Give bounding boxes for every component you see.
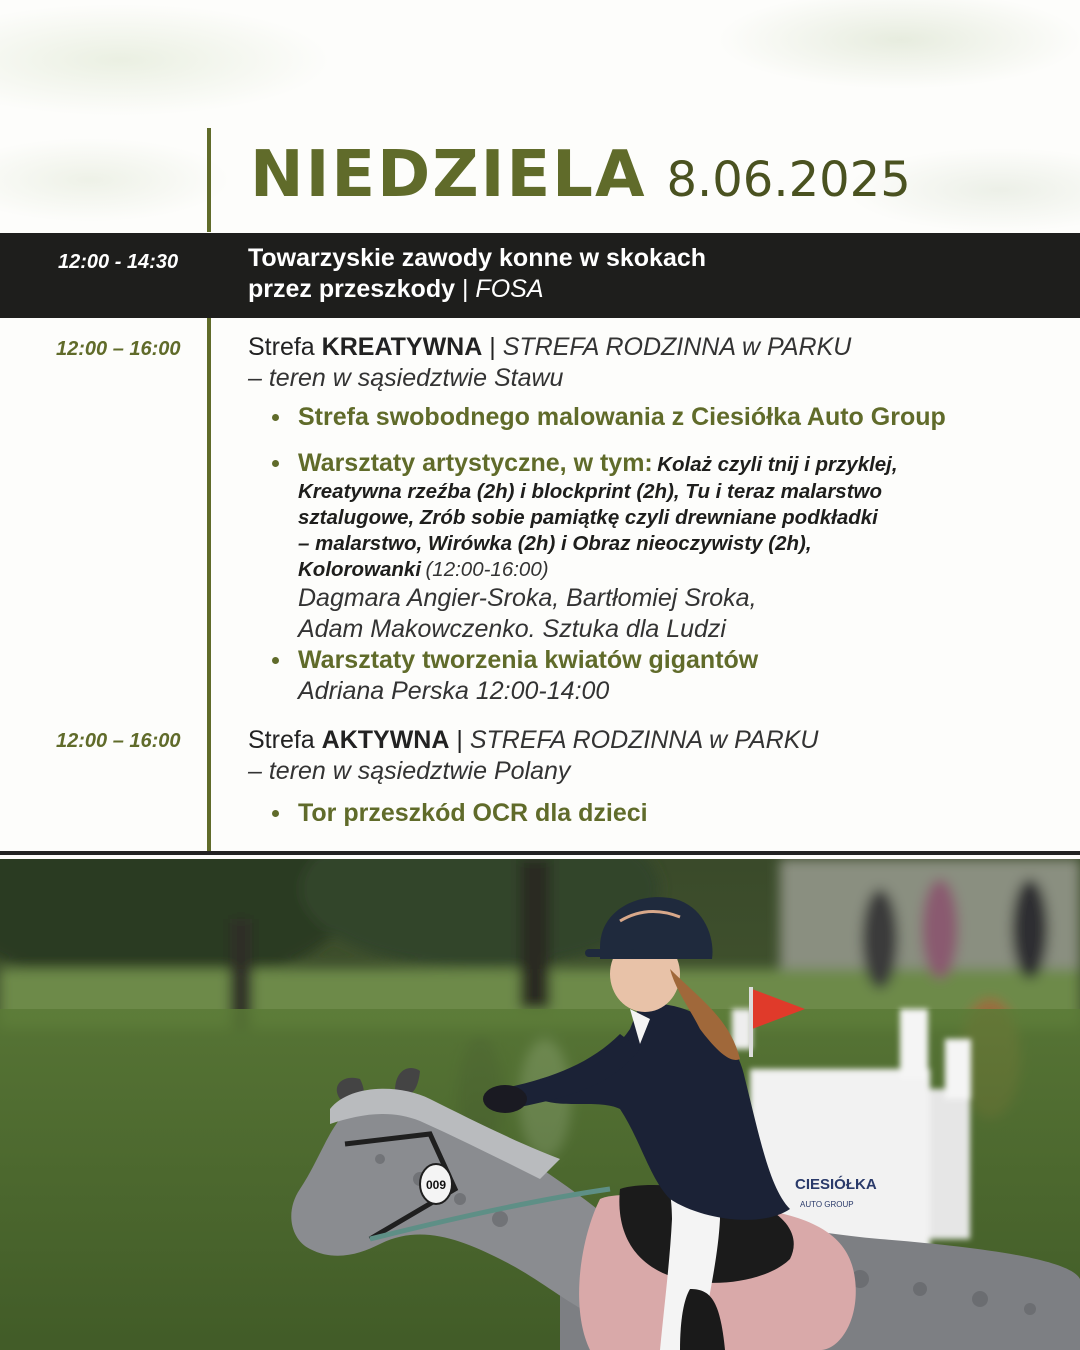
date-label: 8.06.2025 xyxy=(666,152,911,208)
highlight-time: 12:00 - 14:30 xyxy=(58,251,179,273)
bullet-dot xyxy=(272,460,279,467)
list-item xyxy=(272,448,1032,645)
bullet-dot xyxy=(272,414,279,421)
item-person: Adriana Perska 12:00-14:00 xyxy=(298,677,610,705)
item-inline: Kolaż czyli tnij i przyklej, xyxy=(657,453,898,476)
highlight-separator: | xyxy=(461,275,469,303)
highlight-title xyxy=(248,243,706,305)
item-title: Warsztaty artystyczne, w tym: xyxy=(298,449,653,477)
highlight-title-line2: przez przeszkody xyxy=(248,275,456,303)
block-heading xyxy=(248,332,1048,394)
zone-area: STREFA RODZINNA w PARKU xyxy=(502,333,852,361)
horse-rider-illustration xyxy=(0,859,1080,1350)
bib-number: 009 xyxy=(426,1178,447,1192)
page-title xyxy=(250,138,911,212)
bullet-dot xyxy=(272,657,279,664)
highlight-location: FOSA xyxy=(475,275,544,303)
highlight-bar xyxy=(0,233,1080,318)
zone-sub: – teren w sąsiedztwie Stawu xyxy=(248,364,564,392)
item-title: Tor przeszkód OCR dla dzieci xyxy=(298,799,648,827)
zone-prefix: Strefa xyxy=(248,333,315,361)
block-time: 12:00 – 16:00 xyxy=(56,338,181,360)
item-detail: Kolorowanki xyxy=(298,558,422,581)
zone-prefix: Strefa xyxy=(248,726,315,754)
item-people: Adam Makowczenko. Sztuka dla Ludzi xyxy=(298,615,726,643)
item-detail: Kreatywna rzeźba (2h) i blockprint (2h), Tu i teraz malarstwo xyxy=(298,480,882,503)
item-detail: – malarstwo, Wirówka (2h) i Obraz nieoczywisty (2h), xyxy=(298,532,812,555)
zone-separator: | xyxy=(489,333,496,361)
highlight-title-line1: Towarzyskie zawody konne w skokach xyxy=(248,244,707,272)
zone-name: KREATYWNA xyxy=(321,333,483,361)
day-label: NIEDZIELA xyxy=(250,138,647,212)
list-item xyxy=(272,402,1032,433)
block-time: 12:00 – 16:00 xyxy=(56,730,181,752)
event-photo xyxy=(0,859,1080,1350)
item-title: Strefa swobodnego malowania z Ciesiółka Auto Group xyxy=(298,403,946,431)
bullet-dot xyxy=(272,810,279,817)
sign-subtext: AUTO GROUP xyxy=(800,1200,854,1209)
zone-name: AKTYWNA xyxy=(321,726,450,754)
list-item xyxy=(272,645,1032,707)
item-hours: (12:00-16:00) xyxy=(425,558,549,581)
item-people: Dagmara Angier-Sroka, Bartłomiej Sroka, xyxy=(298,584,757,612)
timeline-line xyxy=(207,318,211,852)
block-heading xyxy=(248,725,1048,787)
sign-text: CIESIÓŁKA xyxy=(795,1176,877,1193)
zone-separator: | xyxy=(456,726,463,754)
list-item xyxy=(272,798,1032,829)
item-title: Warsztaty tworzenia kwiatów gigantów xyxy=(298,646,759,674)
timeline-line-top xyxy=(207,128,211,232)
zone-sub: – teren w sąsiedztwie Polany xyxy=(248,757,571,785)
photo-divider xyxy=(0,851,1080,855)
zone-area: STREFA RODZINNA w PARKU xyxy=(469,726,819,754)
item-detail: sztalugowe, Zrób sobie pamiątkę czyli drewniane podkładki xyxy=(298,506,878,529)
